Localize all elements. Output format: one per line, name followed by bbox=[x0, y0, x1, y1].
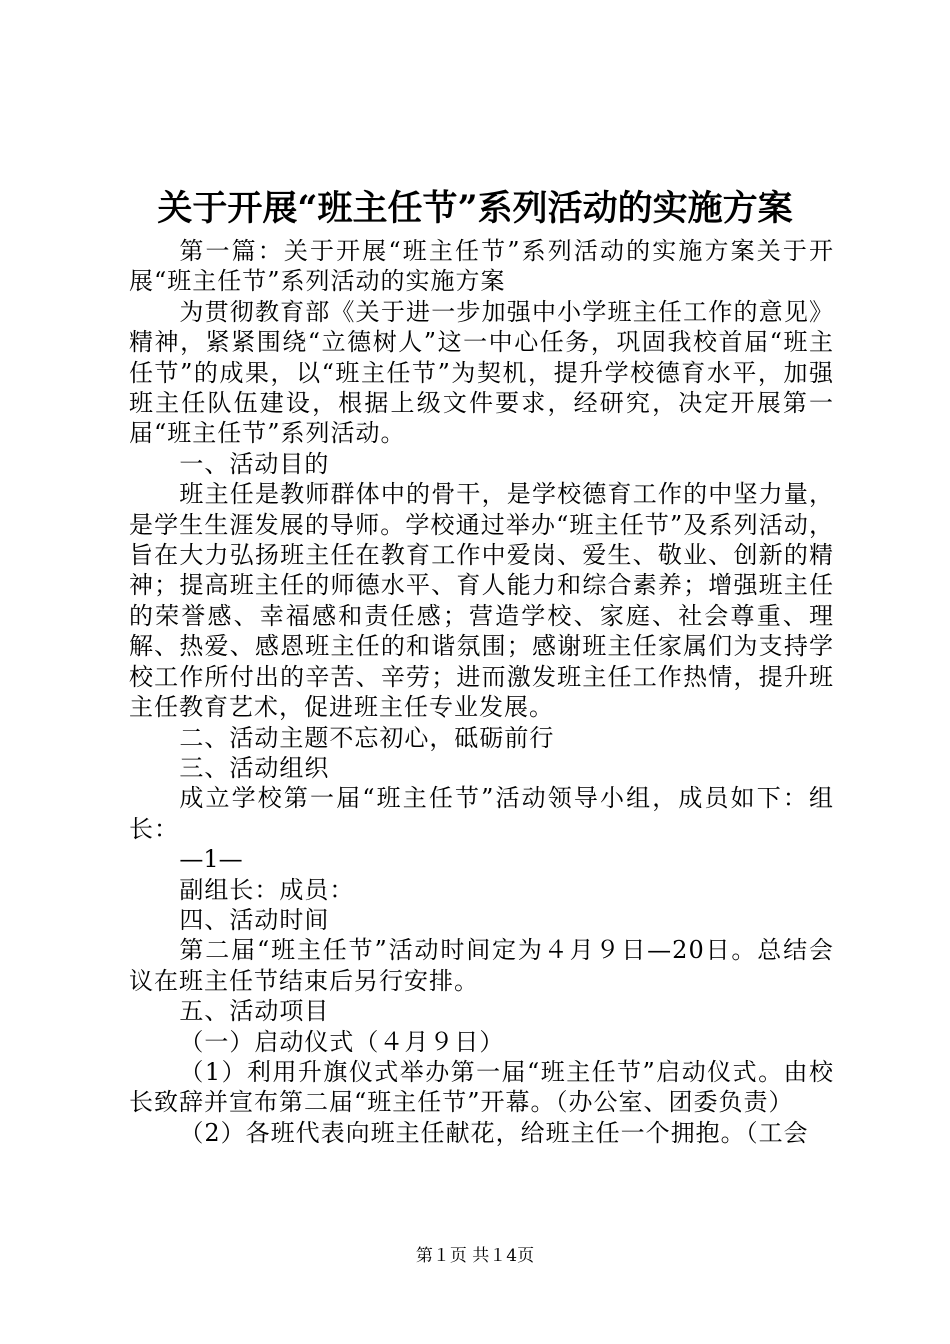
heading-theme: 二、活动主题不忘初心，砥砺前行 bbox=[179, 723, 555, 752]
page-footer: 第１页 共１4页 bbox=[415, 1246, 535, 1266]
heading-goal: 一、活动目的 bbox=[179, 449, 330, 478]
document-title: 关于开展“班主任节”系列活动的实施方案 bbox=[157, 188, 793, 229]
subheading-launch: （一）启动仪式（４月９日） bbox=[179, 1027, 505, 1056]
heading-organization: 三、活动组织 bbox=[179, 753, 330, 782]
paragraph-purpose-intro: 为贯彻教育部《关于进一步加强中小学班主任工作的意见》精神，紧紧围绕“立德树人”这一中心任务，巩固我校首届“班主任节”的成果，以“班主任节”为契机，提升学校德育水平，加强班主任队伍建设，根据上级文件要求，经研究，决定开展第一届“班主任节”系列活动。 bbox=[129, 297, 834, 448]
paragraph-launch-2: （2）各班代表向班主任献花，给班主任一个拥抱。（工会 bbox=[179, 1118, 809, 1147]
paragraph-goal: 班主任是教师群体中的骨干，是学校德育工作的中坚力量，是学生生涯发展的导师。学校通过举办“班主任节”及系列活动，旨在大力弘扬班主任在教育工作中爱岗、爱生、敬业、创新的精神；提高班主任的师德水平、育人能力和综合素养；增强班主任的荣誉感、幸福感和责任感；营造学校、家庭、社会尊重、理解、热爱、感恩班主任的和谐氛围；感谢班主任家属们为支持学校工作所付出的辛苦、辛劳；进而激发班主任工作热情，提升班主任教育艺术，促进班主任专业发展。 bbox=[129, 480, 834, 722]
inline-page-number: —1— bbox=[179, 845, 243, 874]
paragraph-launch-1: （1）利用升旗仪式举办第一届“班主任节”启动仪式。由校长致辞并宣布第二届“班主任节”开幕。（办公室、团委负责） bbox=[129, 1057, 834, 1117]
heading-items: 五、活动项目 bbox=[179, 997, 330, 1026]
document-body bbox=[129, 236, 834, 1148]
paragraph-members: 副组长：成员： bbox=[179, 875, 355, 904]
paragraph-organization: 成立学校第一届“班主任节”活动领导小组，成员如下：组长： bbox=[129, 784, 834, 843]
paragraph-time: 第二届“班主任节”活动时间定为４月９日—20日。总结会议在班主任节结束后另行安排。 bbox=[129, 936, 834, 995]
heading-time: 四、活动时间 bbox=[179, 905, 330, 934]
paragraph-intro: 第一篇：关于开展“班主任节”系列活动的实施方案关于开展“班主任节”系列活动的实施方案 bbox=[129, 237, 834, 296]
